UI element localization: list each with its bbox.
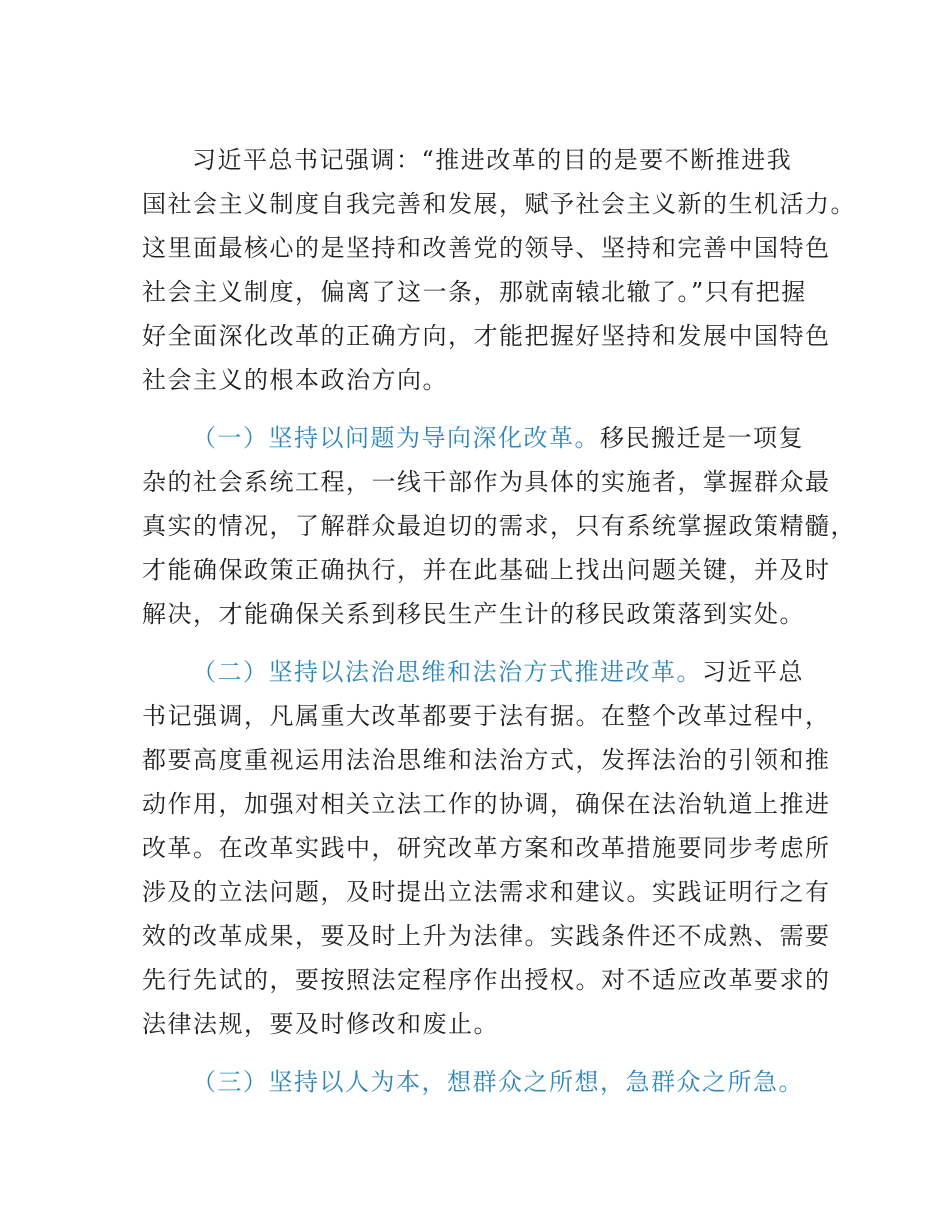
- section-first-line: [192, 416, 804, 460]
- paragraph-line: 涉及的立法问题，及时提出立法需求和建议。实践证明行之有: [142, 878, 831, 906]
- paragraph-line: 杂的社会系统工程，一线干部作为具体的实施者，掌握群众最: [142, 468, 831, 496]
- paragraph-line: 好全面深化改革的正确方向，才能把握好坚持和发展中国特色: [142, 322, 831, 350]
- paragraph-line: 改革。在改革实践中，研究改革方案和改革措施要同步考虑所: [142, 834, 831, 862]
- paragraph-line: 国社会主义制度自我完善和发展，赋予社会主义新的生机活力。: [142, 190, 856, 218]
- paragraph-line: 解决，才能确保关系到移民生产生计的移民政策落到实处。: [142, 600, 805, 628]
- section-heading: （二）坚持以法治思维和法治方式推进改革。: [192, 658, 702, 686]
- paragraph-line: 法律法规，要及时修改和废止。: [142, 1010, 499, 1038]
- section-first-line: [192, 650, 804, 694]
- paragraph-line: 书记强调，凡属重大改革都要于法有据。在整个改革过程中，: [142, 702, 831, 730]
- paragraph-line: 这里面最核心的是坚持和改善党的领导、坚持和完善中国特色: [142, 234, 831, 262]
- paragraph-line: 才能确保政策正确执行，并在此基础上找出问题关键，并及时: [142, 556, 831, 584]
- section-heading: （三）坚持以人为本，想群众之所想，急群众之所急。: [192, 1068, 804, 1096]
- paragraph-line: 都要高度重视运用法治思维和法治方式，发挥法治的引领和推: [142, 746, 831, 774]
- section-text: 移民搬迁是一项复: [600, 424, 804, 452]
- section-text: 习近平总: [702, 658, 804, 686]
- paragraph-line: 社会主义的根本政治方向。: [142, 366, 448, 394]
- paragraph-line: 真实的情况，了解群众最迫切的需求，只有系统掌握政策精髓，: [142, 512, 856, 540]
- paragraph-line: 效的改革成果，要及时上升为法律。实践条件还不成熟、需要: [142, 922, 831, 950]
- paragraph-line: 动作用，加强对相关立法工作的协调，确保在法治轨道上推进: [142, 790, 831, 818]
- paragraph-line: 先行先试的，要按照法定程序作出授权。对不适应改革要求的: [142, 966, 831, 994]
- paragraph-line: 习近平总书记强调：“推进改革的目的是要不断推进我: [192, 146, 793, 174]
- section-first-line: [192, 1060, 804, 1104]
- section-heading: （一）坚持以问题为导向深化改革。: [192, 424, 600, 452]
- paragraph-line: 社会主义制度，偏离了这一条，那就南辕北辙了。”只有把握: [142, 278, 807, 306]
